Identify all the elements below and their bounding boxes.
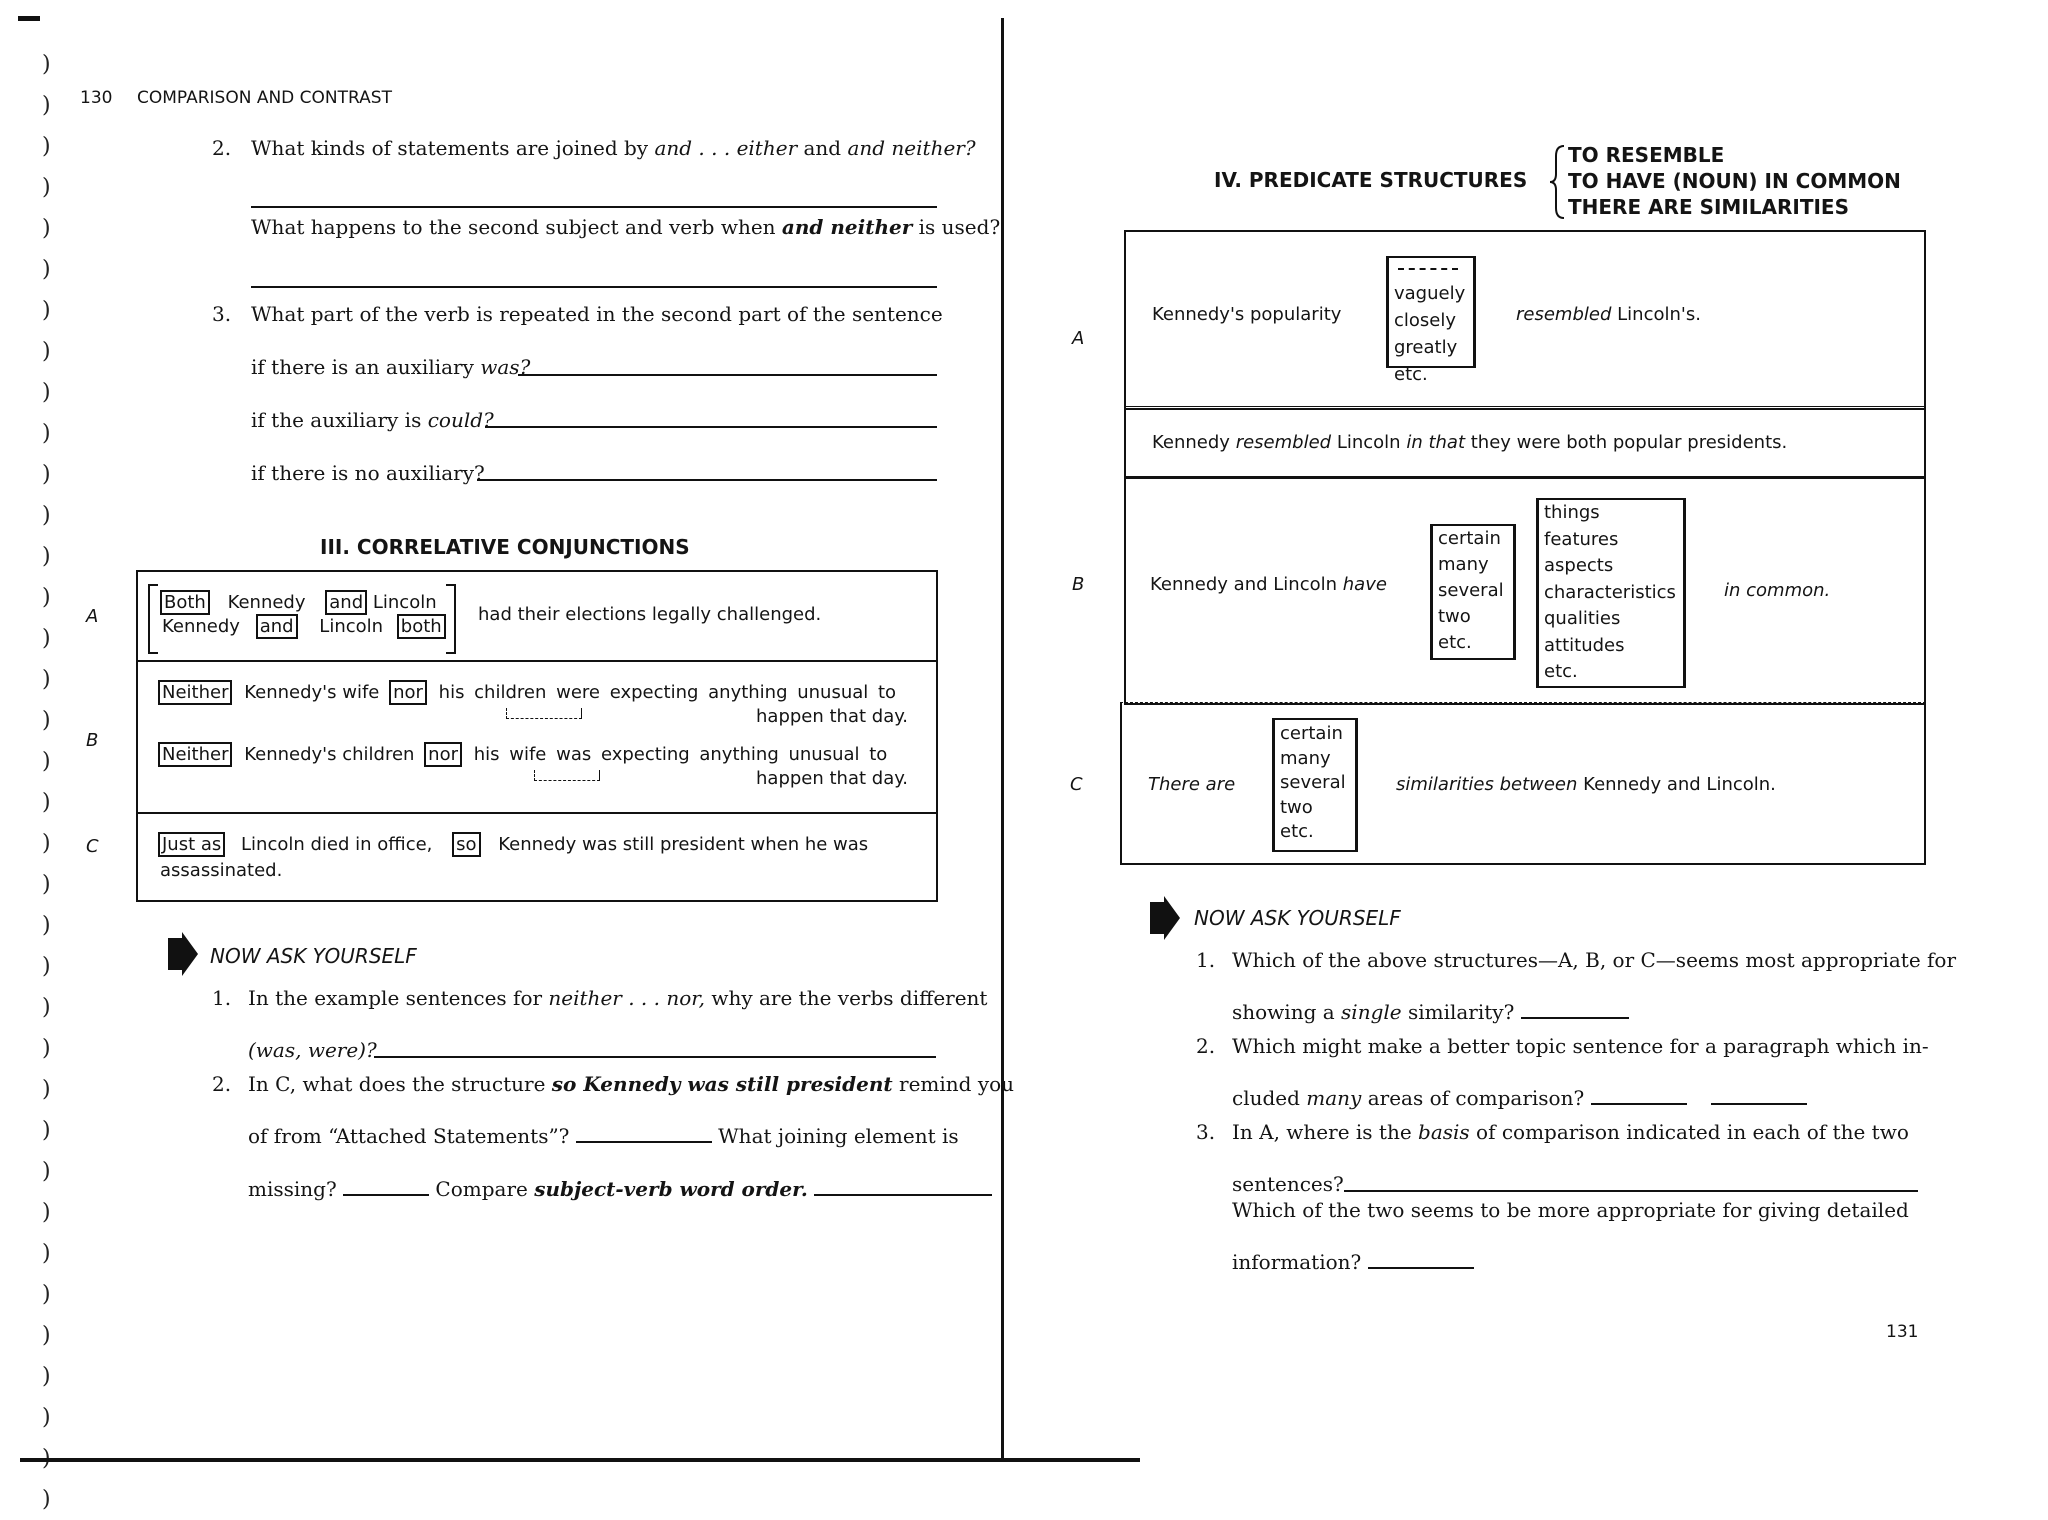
right-question-2: Which might make a better topic sentence for a paragraph which in- xyxy=(1232,1034,1929,1058)
row-label-c: C xyxy=(86,836,99,857)
answer-line[interactable] xyxy=(374,1056,936,1058)
example-c-text: Just as Lincoln died in office, so Kennedy was still president when he was xyxy=(158,834,868,855)
question-number: 1. xyxy=(212,986,232,1010)
question-number: 2. xyxy=(1196,1034,1216,1058)
example-box-c xyxy=(136,812,938,902)
question-number: 2. xyxy=(212,136,232,160)
row-label-a: A xyxy=(86,606,99,627)
keyword-and: and xyxy=(325,590,367,615)
agreement-arrow xyxy=(506,708,582,719)
example-b1-end: happen that day. xyxy=(756,706,909,727)
row-label-c: C xyxy=(1070,774,1083,795)
ask-title: NOW ASK YOURSELF xyxy=(210,944,417,968)
bottom-edge xyxy=(20,1458,1140,1462)
keyword-nor: nor xyxy=(389,680,427,705)
arrow-icon xyxy=(166,932,198,981)
right-question-3-line3: Which of the two seems to be more appropriate for giving detailed xyxy=(1232,1198,1909,1222)
page-number-right: 131 xyxy=(1886,1322,1919,1342)
answer-line[interactable] xyxy=(1591,1102,1687,1105)
b-end: in common. xyxy=(1724,580,1831,601)
brace-list xyxy=(1568,142,1901,220)
page-number-left: 130 xyxy=(80,88,113,108)
question-3-text: What part of the verb is repeated in the second part of the sentence xyxy=(251,302,943,326)
a1-subject: Kennedy's popularity xyxy=(1152,304,1342,325)
example-c-end: assassinated. xyxy=(160,860,283,881)
answer-line[interactable] xyxy=(1711,1102,1807,1105)
example-b1-text: Neither Kennedy's wife nor his children were expecting anything unusual to xyxy=(158,682,910,703)
question-3-line3: if the auxiliary is could? xyxy=(251,408,494,432)
answer-line[interactable] xyxy=(1521,1016,1629,1019)
question-3-line4: if there is no auxiliary? xyxy=(251,461,485,485)
question-number: 3. xyxy=(212,302,232,326)
ask-question-1: In the example sentences for neither . . . nor, why are the verbs different xyxy=(248,986,988,1010)
row-label-b: B xyxy=(86,730,99,751)
answer-line[interactable] xyxy=(518,374,937,376)
dashed-top-line xyxy=(1398,268,1458,270)
row-label-b: B xyxy=(1072,574,1085,595)
right-question-3-line4: information? xyxy=(1232,1250,1474,1274)
answer-line[interactable] xyxy=(1344,1190,1918,1192)
answer-line[interactable] xyxy=(485,426,937,428)
answer-line[interactable] xyxy=(477,479,937,481)
keyword-both: both xyxy=(397,614,446,639)
ask-title: NOW ASK YOURSELF xyxy=(1194,906,1401,930)
brace-item: TO RESEMBLE xyxy=(1568,143,1725,167)
question-3-line2: if there is an auxiliary was? xyxy=(251,355,531,379)
keyword-so: so xyxy=(452,832,480,857)
answer-line[interactable] xyxy=(343,1193,429,1196)
brace-item: THERE ARE SIMILARITIES xyxy=(1568,195,1849,219)
a1-predicate: resembled Lincoln's. xyxy=(1516,304,1701,325)
right-question-3-line2: sentences? xyxy=(1232,1172,1344,1196)
corner-mark xyxy=(18,16,40,21)
running-header: COMPARISON AND CONTRAST xyxy=(137,88,392,108)
adverb-options: vaguely closely greatly etc. xyxy=(1394,283,1466,385)
noun-list: things features aspects characteristics qualities attitudes etc. xyxy=(1544,502,1676,682)
keyword-both: Both xyxy=(160,590,210,615)
ask-question-1-line2: (was, were)? xyxy=(248,1038,377,1062)
question-number: 2. xyxy=(212,1072,232,1096)
right-question-1: Which of the above structures—A, B, or C—seems most appropriate for xyxy=(1232,948,1957,972)
answer-line[interactable] xyxy=(576,1140,712,1143)
keyword-and: and xyxy=(256,614,298,639)
bracket-left xyxy=(148,584,158,654)
brace-icon xyxy=(1548,144,1566,225)
question-number: 3. xyxy=(1196,1120,1216,1144)
right-question-2-line2: cluded many areas of comparison? xyxy=(1232,1086,1807,1110)
ask-question-2-line3: missing? Compare subject-verb word order. xyxy=(248,1177,992,1201)
row-label-a: A xyxy=(1072,328,1085,349)
pattern-row-1: Both Kennedy and Lincoln xyxy=(160,592,437,613)
c-start: There are xyxy=(1148,774,1236,795)
ask-question-2: In C, what does the structure so Kennedy was still president remind you xyxy=(248,1072,1015,1096)
arrow-icon xyxy=(1148,896,1180,945)
example-b2-text: Neither Kennedy's children nor his wife was expecting anything unusual to xyxy=(158,744,910,765)
ask-question-2-line2: of from “Attached Statements”? What joining element is xyxy=(248,1124,959,1148)
bracket-right xyxy=(446,584,456,654)
answer-line[interactable] xyxy=(251,206,937,208)
right-question-3: In A, where is the basis of comparison indicated in each of the two xyxy=(1232,1120,1909,1144)
section-title: IV. PREDICATE STRUCTURES xyxy=(1214,168,1528,192)
keyword-neither: Neither xyxy=(158,742,232,767)
keyword-nor: nor xyxy=(424,742,462,767)
question-number: 1. xyxy=(1196,948,1216,972)
question-2-text: What kinds of statements are joined by and . . . either and and neither? xyxy=(251,136,976,160)
example-a-text: had their elections legally challenged. xyxy=(478,604,822,625)
question-2 xyxy=(212,136,231,160)
a2-sentence: Kennedy resembled Lincoln in that they were both popular presidents. xyxy=(1152,432,1788,453)
answer-line[interactable] xyxy=(814,1193,992,1196)
keyword-just-as: Just as xyxy=(158,832,225,857)
right-question-1-line2: showing a single similarity? xyxy=(1232,1000,1629,1024)
keyword-neither: Neither xyxy=(158,680,232,705)
question-2-followup: What happens to the second subject and verb when and neither is used? xyxy=(251,215,1001,239)
brace-item: TO HAVE (NOUN) IN COMMON xyxy=(1568,169,1901,193)
answer-line[interactable] xyxy=(251,286,937,288)
agreement-arrow xyxy=(534,770,600,781)
c-sentence: similarities between Kennedy and Lincoln. xyxy=(1396,774,1776,795)
quantifier-list: certain many several two etc. xyxy=(1438,528,1504,653)
b-subject: Kennedy and Lincoln have xyxy=(1150,574,1387,595)
section-title: III. CORRELATIVE CONJUNCTIONS xyxy=(320,535,690,559)
quantifier-list: certain many several two etc. xyxy=(1280,723,1346,842)
answer-line[interactable] xyxy=(1368,1266,1474,1269)
example-b2-end: happen that day. xyxy=(756,768,909,789)
pattern-row-2: Kennedy and Lincoln both xyxy=(162,616,446,637)
page-divider xyxy=(1001,18,1004,1458)
binding-marks: ) ) ) ) ) ) ) ) ) ) ) ) ) ) ) ) ) ) ) ) ) ) ) ) ) ) ) ) ) ) ) ) ) ) ) xyxy=(42,52,51,1512)
